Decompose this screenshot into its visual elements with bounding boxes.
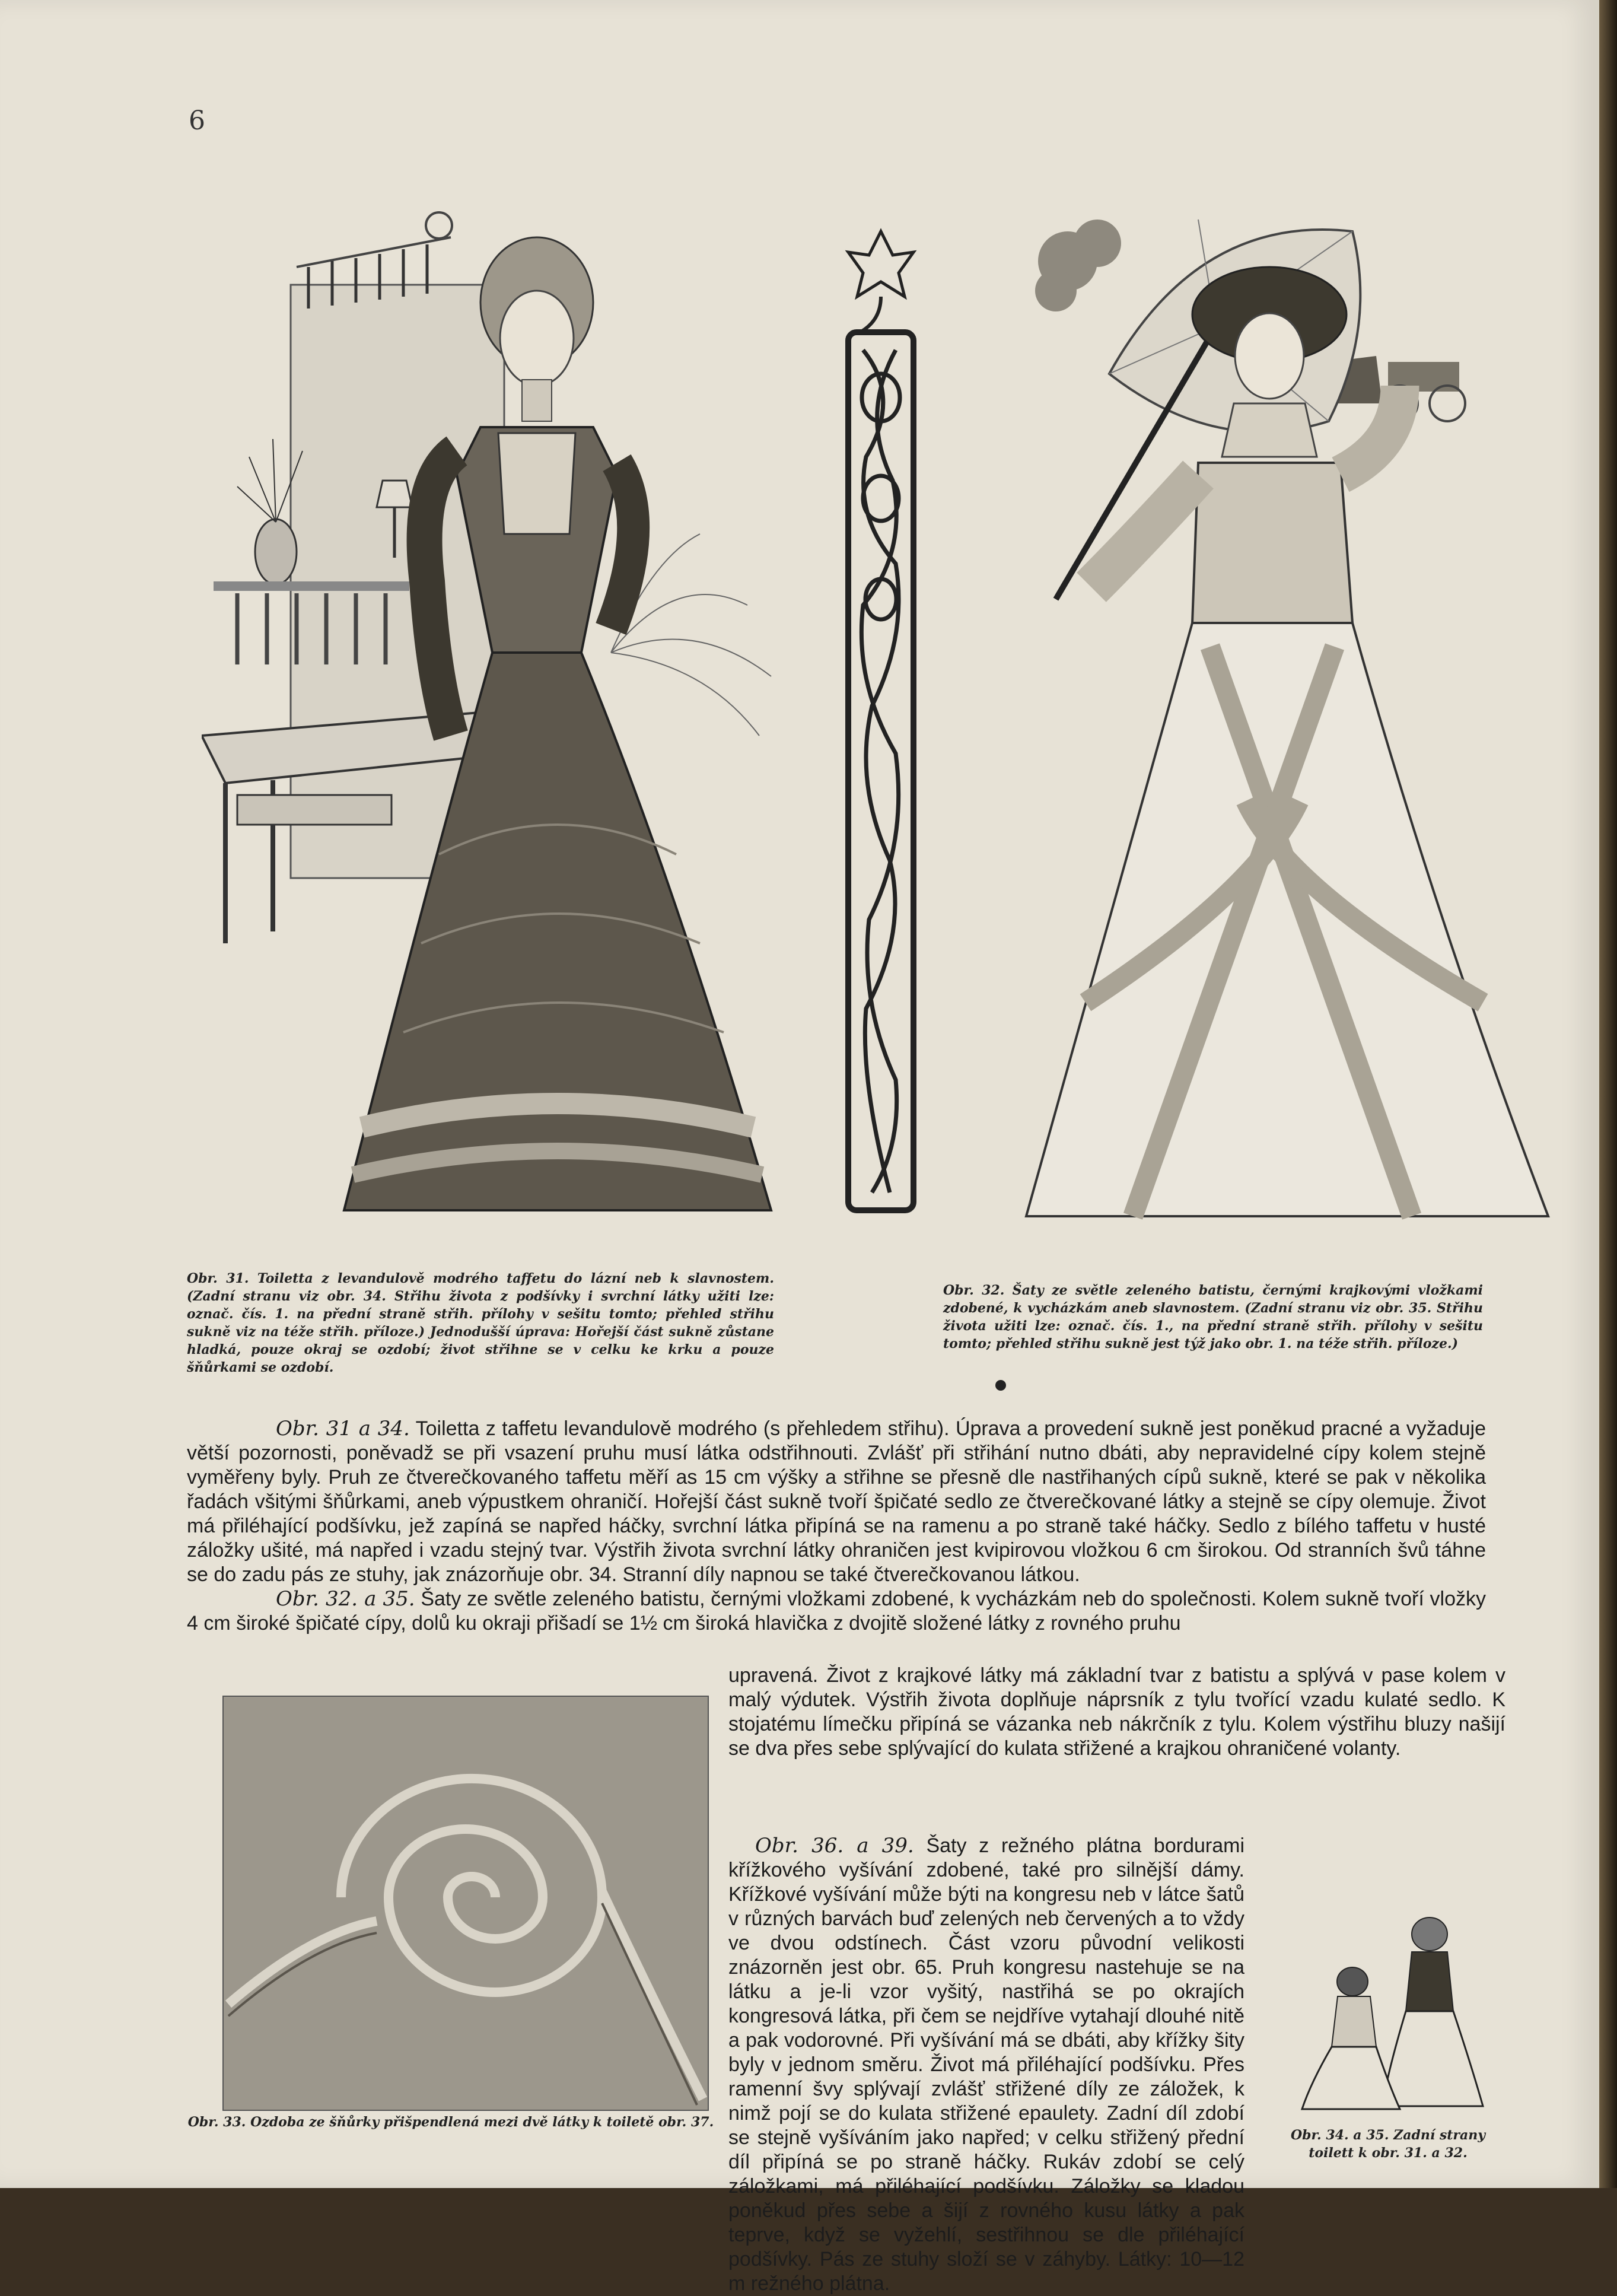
figure-33-illustration — [222, 1696, 709, 2111]
art-nouveau-ornament — [836, 220, 925, 1222]
paragraph-obr-36-39 — [728, 1834, 1244, 2296]
book-binding-edge — [1599, 0, 1617, 2188]
paragraph-lead: Obr. 32. a 35. — [276, 1587, 415, 1611]
figure-32-illustration — [1020, 208, 1554, 1234]
lady-with-parasol-image — [1020, 208, 1554, 1234]
figure-32-caption: Obr. 32. Šaty ze světle zeleného batistu, černými krajkovými vložkami zdobené, k vycházkám aneb slavnostem. (Zadní stranu viz obr. 35. Střihu života užiti lze: označ. čís. 1., na přední straně střih. přílohy v sešitu tomto; přehled střihu sukně jest týž jako obr. 1. na téže střih. příloze.) — [943, 1283, 1483, 1351]
figure-34-35-illustration — [1293, 1916, 1495, 2112]
paragraph-lead: Obr. 31 a 34. — [276, 1417, 410, 1440]
paragraph-text: Šaty ze světle zeleného batistu, černými vložkami zdobené, k vycházkám neb do společnosti. Kolem sukně tvoří vložky 4 cm široké špičaté cípy, dolů ku okraji přišadí se 1½ cm široká hlavička z dvojitě složené látky z rovného pruhu — [187, 1588, 1486, 1634]
lady-in-taffeta-gown-image — [202, 202, 825, 1234]
paragraph-obr-32-35-continued: upravená. Život z krajkové látky má základní tvar z batistu a splývá v pase kolem v malý výdutek. Výstřih života doplňuje náprsník z tylu tvořící vzadu kulaté sedlo. K stojatému límečku připíná se vázanka neb nákrčník z tylu. Kolem výstřihu bluzy našijí se dva přes sebe splývající do kulata střižené a krajkou ohraničené volanty. — [728, 1664, 1505, 1760]
back-views-image — [1293, 1916, 1495, 2112]
page-number: 6 — [189, 106, 205, 136]
paragraph-obr-32-35 — [187, 1587, 1486, 1636]
paragraph-obr-31-34 — [187, 1417, 1486, 1587]
paragraph-lead: Obr. 36. a 39. — [755, 1834, 914, 1858]
decorative-vine-icon — [836, 220, 925, 1222]
figure-31-caption: Obr. 31. Toiletta z levandulově modrého taffetu do lázní neb k slavnostem. (Zadní stranu viz obr. 34. Střihu života z podšívky i svrchní látky užiti lze: označ. čís. 1. na přední straně střih. přílohy v sešitu tomto; přehled střihu sukně viz na téže střih. příloze.) Jednodušší úprava: Hořejší část sukně zůstane hladká, pouze okraj se ozdobí; život střihne se v celku ke krku a pouze šňůrkami se ozdobí. — [187, 1271, 774, 1375]
article-text-column — [728, 1664, 1505, 1761]
paragraph-text: Šaty z režného plátna bordurami křížkového vyšívání zdobené, také pro silnější dámy. Křížkové vyšívání může býti na kongresu neb v látce šatů v různých barvách buď zelených neb červených a to vždy ve dvou odstínech. Část vzoru původní velikosti znázorněn jest obr. 65. Pruh kongresu nastehuje se na látku a je-li vzor vyšitý, nastřihá se po okrajích kongresová látka, při čem se nejdříve vytahají dlouhé nitě a pak vodorovné. Při vyšívání má se dbáti, aby křížky šity byly v jednom směru. Život má přiléhající podšívku. Přes ramenní švy splývají zvlášť střižené díly ze záložek, k nimž pojí se do kulata střižené epaulety. Zadní díl zdobí se stejně vyšíváním jako napřed; v celku střižený přední díl připíná se po straně háčky. Rukáv zdobí se celý záložkami, má přiléhající podšívku. Záložky se kladou poněkud přes sebe a šijí z rovného kusu látky a pak teprve, když se vyžehlí, sestřihnou se dle přiléhající podšívky. Pás ze stuhy složí se v záhyby. Látky: 10—12 m režného plátna. — [728, 1834, 1244, 2295]
bullet-dot — [995, 1380, 1006, 1391]
figure-33-caption: Obr. 33. Ozdoba ze šňůrky přišpendlená mezi dvě látky k toiletě obr. 37. — [187, 2114, 714, 2130]
article-text-narrow — [728, 1834, 1244, 2296]
figure-34-35-caption: Obr. 34. a 35. Zadní strany toilett k obr. 31. a 32. — [1290, 2128, 1486, 2161]
paragraph-text: Toiletta z taffetu levandulově modrého (s přehledem střihu). Úprava a provedení sukně jest poněkud pracné a vyžaduje větší pozornosti, poněvadž se při vsazení pruhu musí látka odstřihnouti. Zvlášť při střihání nutno dbáti, aby nepravidelné cípy kolem stejně vyměřeny byly. Pruh ze čtverečkovaného taffetu měří as 15 cm výšky a střihne se přesně dle nastřihaných cípů sukně, které se pak v několika řadách všitými šňůrkami, aneb výpustkem ohraničí. Hořejší část sukně tvoří špičaté sedlo ze čtverečkované látky a stejně se cípy olemuje. Život má přiléhající podšívku, jež zapíná se napřed háčky, svrchní látka připíná se na ramenu a po straně také háčky. Sedlo z bílého taffetu v husté záložky ušité, má napřed i vzadu stejný tvar. Výstřih života svrchní látky ohraničen jest kvipirovou vložkou 6 cm širokou. Od stranních švů táhne se do zadu pás ze stuhy, jak znázorňuje obr. 34. Stranní díly napnou se také čtverečkovanou látkou. — [187, 1417, 1486, 1586]
spiral-cord-ornament-image — [222, 1696, 709, 2111]
article-text-top — [187, 1417, 1486, 1636]
figure-31-illustration — [202, 202, 825, 1234]
